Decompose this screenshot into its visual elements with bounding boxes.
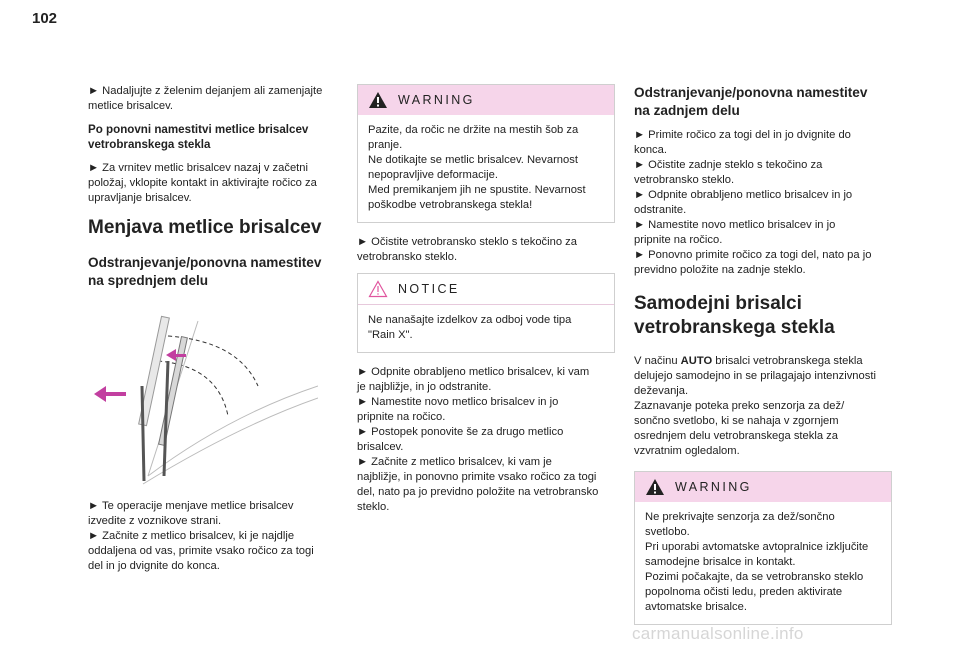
notice-title: NOTICE <box>398 281 460 296</box>
text-line: Odstranjevanje/ponovna namestitev <box>634 85 868 100</box>
text-line: najbližje, in ponovno primite vsako ročico za togi <box>357 471 597 483</box>
text-line: ► Postopek ponovite še za drugo metlico <box>357 426 564 438</box>
text-line: deževanja. <box>634 385 689 397</box>
text-line: izvedite z voznikove strani. <box>88 515 222 527</box>
text-line: je najbližje, in jo odstranite. <box>357 381 492 393</box>
text-line: samodejne brisalce in kontakt. <box>645 556 796 568</box>
text-line: na zadnjem delu <box>634 103 740 118</box>
text-line: vetrobranskega stekla <box>634 317 835 338</box>
text-line: ► Te operacije menjave metlice brisalcev <box>88 500 294 512</box>
text-line: popolnoma očisti ledu, preden aktivirate <box>645 586 843 598</box>
clean-step <box>357 235 615 265</box>
notice-header <box>358 274 614 305</box>
text-line: ► Primite ročico za togi del in jo dvignite do <box>634 129 851 141</box>
text-line: steklo. <box>357 501 390 513</box>
text-fragment: brisalci vetrobranskega stekla <box>712 355 863 367</box>
subhead-after-refit <box>88 122 346 152</box>
text-line: vetrobransko steklo. <box>634 174 735 186</box>
text-line: Med premikanjem jih ne spustite. Nevarnost <box>368 184 586 196</box>
text-line: ► Začnite z metlico brisalcev, ki vam je <box>357 456 552 468</box>
text-line: ► Očistite vetrobransko steklo s tekočino za <box>357 236 577 248</box>
text-line: nepopravljive deformacije. <box>368 169 498 181</box>
notice-body <box>358 305 614 352</box>
wiper-arm-right <box>164 361 168 476</box>
text-line: sončno svetlobo, ki se nahaja v zgornjem <box>634 415 839 427</box>
text-line: ► Očistite zadnje steklo s tekočino za <box>634 159 823 171</box>
text-line: Pri uporabi avtomatske avtopralnice izključite <box>645 541 869 553</box>
column-middle <box>357 84 615 523</box>
warning-box <box>634 471 892 625</box>
notice-triangle-icon <box>368 280 388 298</box>
warning-triangle-icon <box>645 478 665 496</box>
auto-wipers-heading <box>634 292 892 340</box>
text-line: ► Nadaljujte z želenim dejanjem ali zamenjajte <box>88 85 323 97</box>
front-steps <box>88 499 346 574</box>
text-line: Odstranjevanje/ponovna namestitev <box>88 255 322 270</box>
text-line: vzvratnim ogledalom. <box>634 445 740 457</box>
text-line: vetrobranskega stekla <box>88 138 211 151</box>
text-line: oddaljena od vas, primite vsako ročico za togi <box>88 545 314 557</box>
text-line: Po ponovni namestitvi metlice brisalcev <box>88 123 309 136</box>
rear-subheading <box>634 84 892 120</box>
text-line: avtomatske brisalce. <box>645 601 747 613</box>
text-line: pripnite na ročico. <box>634 234 723 246</box>
text-line: osrednjem delu vetrobranskega stekla za <box>634 430 838 442</box>
page-number: 102 <box>32 10 58 27</box>
text-fragment: V načinu <box>634 355 681 367</box>
intro-paragraph <box>88 84 346 114</box>
text-line: na sprednjem delu <box>88 273 209 288</box>
text-line: previdno položite na zadnje steklo. <box>634 264 806 276</box>
wiper-illustration <box>88 306 318 486</box>
column-left <box>88 84 346 582</box>
text-line: položaj, vklopite kontakt in aktivirajte ročico za <box>88 177 317 189</box>
text-line: vetrobransko steklo. <box>357 251 458 263</box>
text-line: ► Namestite novo metlico brisalcev in jo <box>357 396 559 408</box>
text-line: metlice brisalcev. <box>88 100 173 112</box>
warning-header <box>635 472 891 502</box>
text-line: Ne prekrivajte senzorja za dež/sončno <box>645 511 835 523</box>
arrow-icon <box>94 386 126 402</box>
text-line: ► Začnite z metlico brisalcev, ki je najdlje <box>88 530 295 542</box>
text-line: ► Namestite novo metlico brisalcev in jo <box>634 219 836 231</box>
text-line: Pozimi počakajte, da se vetrobransko steklo <box>645 571 864 583</box>
text-line: ► Odpnite obrabljeno metlico brisalcev in jo <box>634 189 853 201</box>
text-line: poškodbe vetrobranskega stekla! <box>368 199 533 211</box>
text-line: Zaznavanje poteka preko senzorja za dež/ <box>634 400 845 412</box>
replace-steps <box>357 365 615 515</box>
text-line: ► Ponovno primite ročico za togi del, nato pa jo <box>634 249 872 261</box>
text-line <box>634 354 892 369</box>
text-line: odstranite. <box>634 204 687 216</box>
text-line: svetlobo. <box>645 526 690 538</box>
auto-mode-label: AUTO <box>680 355 713 367</box>
front-subheading <box>88 254 346 290</box>
return-step <box>88 161 346 206</box>
warning-box <box>357 84 615 223</box>
text-line: Samodejni brisalci <box>634 293 802 314</box>
text-line: upravljanje brisalcev. <box>88 192 192 204</box>
section-heading: Menjava metlice brisalcev <box>88 217 322 238</box>
warning-body <box>635 502 891 624</box>
column-right <box>634 84 892 637</box>
text-line: delujejo samodejno in se prilagajajo intenzivnosti <box>634 370 876 382</box>
warning-title: WARNING <box>398 92 475 107</box>
watermark-footer: carmanualsonline.info <box>632 624 804 643</box>
text-line: Pazite, da ročic ne držite na mestih šob za <box>368 124 579 136</box>
text-line: pranje. <box>368 139 403 151</box>
warning-triangle-icon <box>368 91 388 109</box>
text-line: del, nato pa jo previdno položite na vetrobransko <box>357 486 599 498</box>
warning-header <box>358 85 614 115</box>
auto-description <box>634 354 892 459</box>
text-line: ► Odpnite obrabljeno metlico brisalcev, ki vam <box>357 366 590 378</box>
text-line: pripnite na ročico. <box>357 411 446 423</box>
text-line: Ne dotikajte se metlic brisalcev. Nevarnost <box>368 154 578 166</box>
warning-body <box>358 115 614 222</box>
text-line: konca. <box>634 144 667 156</box>
wiper-arm-left <box>142 386 144 481</box>
rear-steps <box>634 128 892 278</box>
text-line: Ne nanašajte izdelkov za odboj vode tipa <box>368 314 572 326</box>
text-line: del in jo dvignite do konca. <box>88 560 220 572</box>
warning-title: WARNING <box>675 479 752 494</box>
text-line: ► Za vrnitev metlic brisalcev nazaj v začetni <box>88 162 308 174</box>
text-line: brisalcev. <box>357 441 404 453</box>
notice-box <box>357 273 615 353</box>
text-line: "Rain X". <box>368 329 413 341</box>
